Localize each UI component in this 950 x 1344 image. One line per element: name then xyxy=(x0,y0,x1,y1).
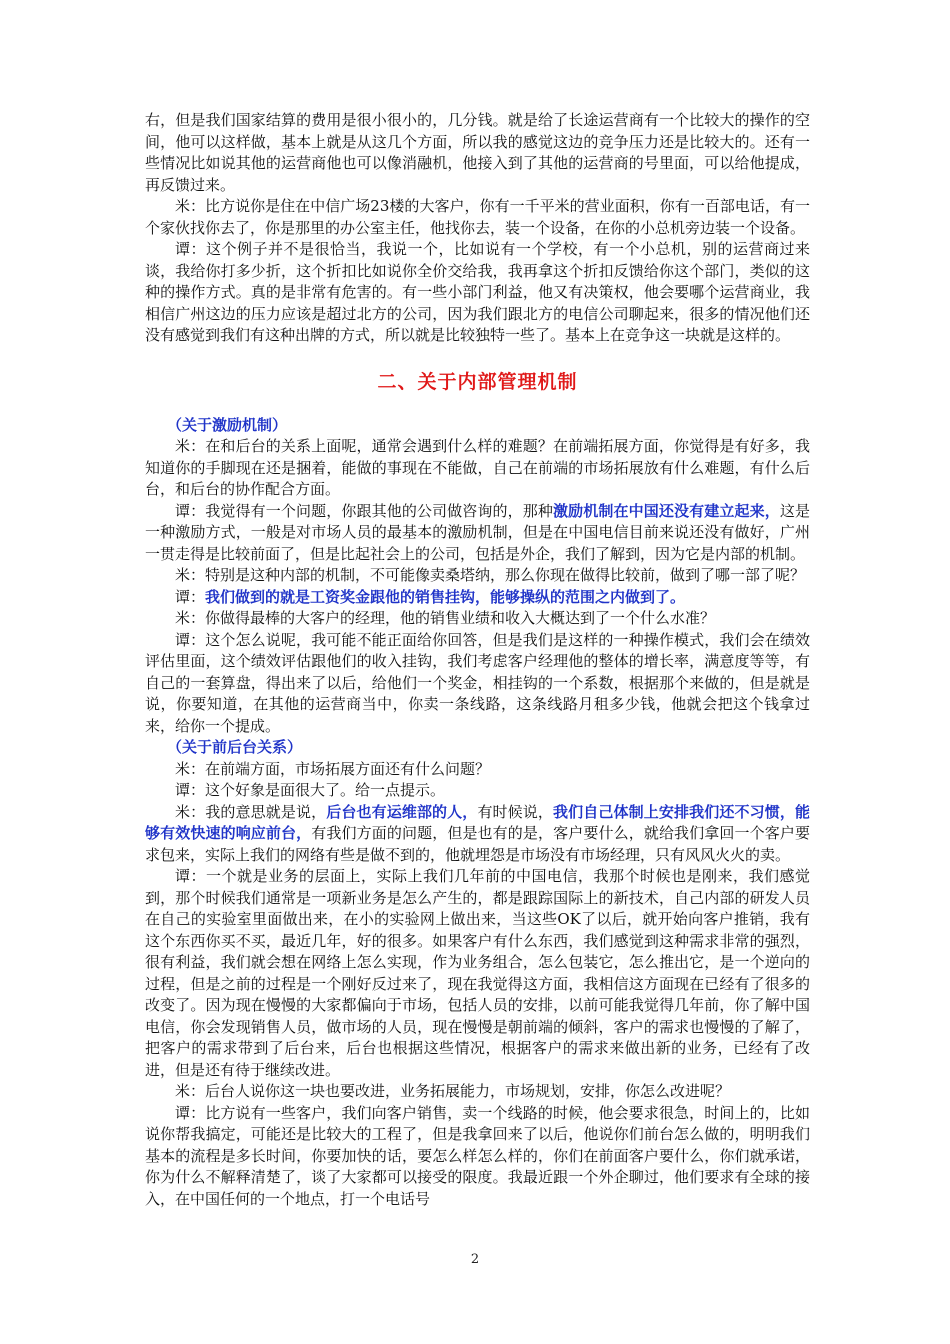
paragraph-12-text-b: 有时候说， xyxy=(477,802,554,821)
paragraph-12-highlight-2: 我们自己体制上安排我们还不习惯，能够有效快速的响应前台， xyxy=(145,802,810,842)
section-title: 二、关于内部管理机制 xyxy=(377,370,578,393)
paragraph-10: 米：在前端方面，市场拓展方面还有什么问题？ xyxy=(175,759,491,778)
paragraph-5-text-a: 谭：我觉得有一个问题，你跟其他的公司做咨询的，那种 xyxy=(175,501,554,520)
paragraph-5-highlight: 激励机制在中国还没有建立起来， xyxy=(553,501,780,520)
paragraph-5 xyxy=(145,501,810,566)
paragraph-5-text-b: 这是一种激励方式，一般是对市场人员的最基本的激励机制，但是在中国电信目前来说还没有做好，广州一贯走得是比较前面了，但是比起社会上的公司，包括是外企，我们了解到，因为它是内部的机制。 xyxy=(145,501,810,563)
paragraph-14: 米：后台人说你这一块也要改进，业务拓展能力，市场规划，安排，你怎么改进呢？ xyxy=(175,1082,731,1100)
paragraph-9: 谭：这个怎么说呢，我可能不能正面给你回答，但是我们是这样的一种操作模式，我们会在绩效评估里面，这个绩效评估跟他们的收入挂钩，我们考虑客户经理他的整体的增长率，满意度等等，有自己的一套算盘，得出来了以后，给他们一个奖金，相挂钩的一个系数，根据那个来做的，但是就是说，你要知道，在其他的运营商当中，你卖一条线路，这条线路月租多少钱，他就会把这个钱拿过来，给你一个提成。 xyxy=(145,630,810,735)
paragraph-12-text-c: 有我们方面的问题，但是也有的是，客户要什么，就给我们拿回一个客户要求包来，实际上我们的网络有些是做不到的，他就埋怨是市场没有市场经理，只有风风火火的卖。 xyxy=(145,824,810,864)
paragraph-13: 谭：一个就是业务的层面上，实际上我们几年前的中国电信，我那个时候也是刚来，我们感觉到，那个时候我们通常是一项新业务是怎么产生的，都是跟踪国际上的新技术，自己内部的研发人员在自己的实验室里面做出来，在小的实验网上做出来，当这些OK了以后，就开始向客户推销，我有这个东西你买不买，最近几年，好的很多。如果客户有什么东西，我们感觉到这种需求非常的强烈，很有利益，我们就会想在网络上怎么实现，作为业务组合，怎么包装它，怎么推出它，是一个逆向的过程，但是之前的过程是一个刚好反过来了，现在我觉得这方面，我相信这方面现在已经有了很多的改变了。因为现在慢慢的大家都偏向于市场，包括人员的安排，以前可能我觉得几年前，你了解中国电信，你会发现销售人员，做市场的人员，现在慢慢是朝前端的倾斜，客户的需求也慢慢的了解了，把客户的需求带到了后台来，后台也根据这些情况，根据客户的需求来做出新的业务，已经有了改进，但是还有待于继续改进。 xyxy=(145,867,810,1079)
paragraph-2: 米：比方说你是住在中信广场23楼的大客户，你有一千平米的营业面积，你有一百部电话，有一个家伙找你去了，你是那里的办公室主任，他找你去，装一个设备，在你的小总机旁边装一个设备。 xyxy=(145,197,810,237)
paragraph-7-highlight: 我们做到的就是工资奖金跟他的销售挂钩，能够操纵的范围之内做到了。 xyxy=(205,587,686,606)
paragraph-3: 谭：这个例子并不是很恰当，我说一个，比如说有一个学校，有一个小总机，别的运营商过来谈，我给你打多少折，这个折扣比如说你全价交给我，我再拿这个折扣反馈给你这个部门，类似的这种的操作方式。真的是非常有危害的。有一些小部门利益，他又有决策权，他会要哪个运营商业，我相信广州这边的压力应该是超过北方的公司，因为我们跟北方的电信公司聊起来，很多的情况他们还没有感觉到我们有这种出牌的方式，所以就是比较独特一些了。基本上在竞争这一块就是这样的。 xyxy=(145,240,810,344)
paragraph-11: 谭：这个好象是面很大了。给一点提示。 xyxy=(175,781,446,799)
paragraph-7-speaker: 谭： xyxy=(175,587,206,606)
paragraph-15: 谭：比方说有一些客户，我们向客户销售，卖一个线路的时候，他会要求很急，时间上的，比如说你帮我搞定，可能还是比较大的工程了，但是我拿回来了以后，他说你们前台怎么做的，明明我们基本的流程是多长时间，你要加快的话，要怎么样怎么样的，你们在前面客户要什么，你们就承诺，你为什么不解释清楚了，谈了大家都可以接受的限度。我最近跟一个外企聊过，他们要求有全球的接入，在中国任何的一个地点，打一个电话号 xyxy=(145,1103,810,1208)
paragraph-8: 米：你做得最棒的大客户的经理，他的销售业绩和收入大概达到了一个什么水准？ xyxy=(175,609,716,627)
paragraph-12-text-a: 米：我的意思就是说， xyxy=(175,802,327,821)
paragraph-12 xyxy=(145,802,810,867)
page-number: 2 xyxy=(470,1252,480,1267)
subheading-front-back: （关于前后台关系） xyxy=(167,738,303,756)
paragraph-1: 右，但是我们国家结算的费用是很小很小的，几分钱。就是给了长途运营商有一个比较大的操作的空间，他可以这样做，基本上就是从这几个方面，所以我的感觉这边的竞争压力还是比较大的。还有一些情况比如说其他的运营商他也可以像消融机，他接入到了其他的运营商的号里面，可以给他提成，再反馈过来。 xyxy=(145,111,810,194)
paragraph-6: 米：特别是这种内部的机制，不可能像卖桑塔纳，那么你现在做得比较前，做到了哪一部了呢？ xyxy=(175,566,806,584)
document-body xyxy=(145,110,810,1210)
paragraph-12-highlight-1: 后台也有运维部的人， xyxy=(326,802,478,821)
paragraph-7 xyxy=(145,587,810,609)
paragraph-4: 米：在和后台的关系上面呢，通常会遇到什么样的难题？在前端拓展方面，你觉得是有好多，我知道你的手脚现在还是捆着，能做的事现在不能做，自己在前端的市场拓展放有什么难题，有什么后台，和后台的协作配合方面。 xyxy=(145,437,810,498)
subheading-incentive: （关于激励机制） xyxy=(167,415,288,434)
